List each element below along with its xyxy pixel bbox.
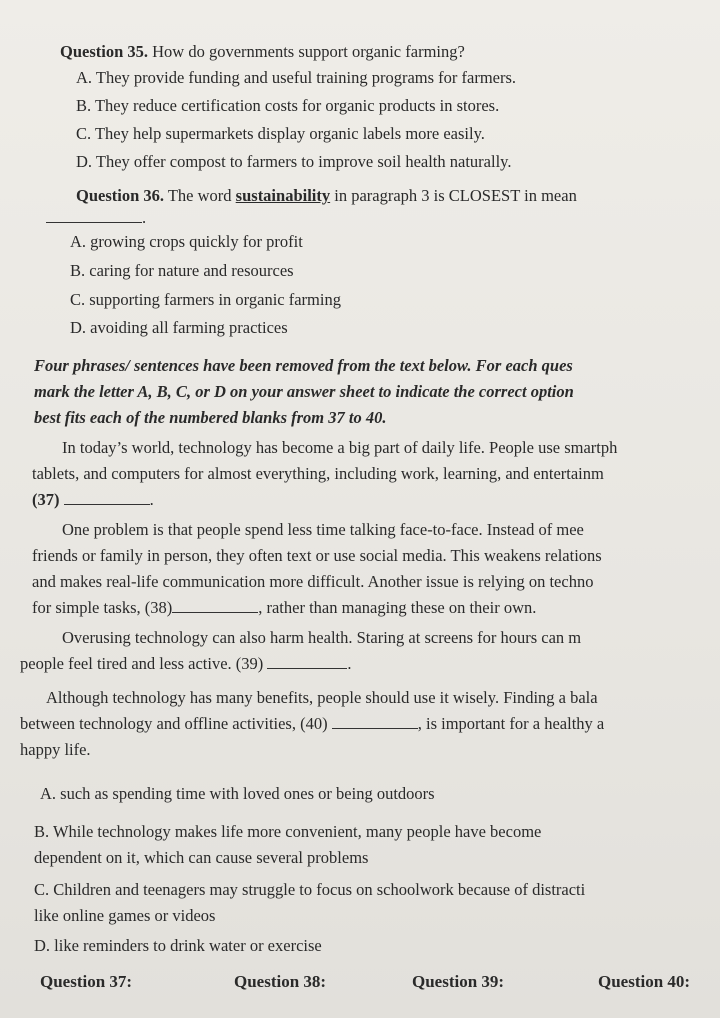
choice-a[interactable]: A. such as spending time with loved ones or being outdoors — [40, 784, 435, 803]
q36-stem-before: The word — [167, 186, 232, 205]
instructions-line-3: best fits each of the numbered blanks from 37 to 40. — [34, 408, 387, 427]
passage-p1-line-2: tablets, and computers for almost everything, including work, learning, and entertainm — [32, 464, 604, 483]
q36-stem-line — [76, 186, 577, 206]
choice-b-line-1[interactable]: B. While technology makes life more convenient, many people have become — [34, 822, 542, 841]
choice-b-line-2[interactable]: dependent on it, which can cause several problems — [34, 848, 369, 867]
q36-stem-after: in paragraph 3 is CLOSEST in mean — [334, 186, 577, 205]
blank-40[interactable] — [332, 714, 418, 729]
blank-37-label: (37) — [32, 490, 60, 509]
blank-40-label: between technology and offline activities, (40) — [20, 714, 328, 733]
passage-p2-line-2: friends or family in person, they often text or use social media. This weakens relations — [32, 546, 602, 565]
passage-p2-line-4-end: , rather than managing these on their own. — [258, 598, 537, 617]
passage-p3-line-1: Overusing technology can also harm health. Staring at screens for hours can m — [62, 628, 582, 647]
q36-blank-line — [46, 208, 146, 228]
passage-p2-line-3: and makes real-life communication more difficult. Another issue is relying on techno — [32, 572, 594, 591]
blank-38-label: for simple tasks, (38) — [32, 598, 173, 617]
q35-number: Question 35. — [60, 42, 149, 61]
passage-p1-line-3: (37) . — [32, 490, 154, 509]
q35-option-d[interactable]: D. They offer compost to farmers to improve soil health naturally. — [76, 152, 512, 171]
q36-number: Question 36. — [76, 186, 165, 205]
choice-d[interactable]: D. like reminders to drink water or exercise — [34, 936, 322, 955]
q36-blank — [46, 208, 142, 223]
passage-p4-line-1: Although technology has many benefits, people should use it wisely. Finding a bala — [46, 688, 598, 707]
blank-37[interactable] — [64, 490, 150, 505]
q35-stem: How do governments support organic farming? — [152, 42, 465, 61]
instructions-line-2: mark the letter A, B, C, or D on your answer sheet to indicate the correct option — [34, 382, 574, 401]
passage-p2-line-4 — [32, 598, 536, 618]
q36-keyword: sustainability — [235, 186, 331, 205]
passage-p2-line-1: One problem is that people spend less time talking face-to-face. Instead of mee — [62, 520, 584, 539]
instructions-line-1: Four phrases/ sentences have been removed from the text below. For each ques — [34, 356, 573, 375]
choice-c-line-1[interactable]: C. Children and teenagers may struggle to focus on schoolwork because of distracti — [34, 880, 586, 899]
passage-p1-line-1: In today’s world, technology has become a big part of daily life. People use smartph — [62, 438, 618, 457]
passage-p3-line-2: people feel tired and less active. (39) . — [20, 654, 352, 673]
blank-38[interactable] — [172, 598, 258, 613]
q35-option-b[interactable]: B. They reduce certification costs for organic products in stores. — [76, 96, 500, 115]
passage-p4-line-2 — [20, 714, 604, 734]
blank-39[interactable] — [267, 654, 347, 669]
q36-option-d[interactable]: D. avoiding all farming practices — [70, 318, 288, 337]
answer-label-39: Question 39: — [412, 972, 505, 991]
choice-c-line-2[interactable]: like online games or videos — [34, 906, 216, 925]
answer-label-38: Question 38: — [234, 972, 327, 991]
blank-39-label: people feel tired and less active. (39) — [20, 654, 264, 673]
passage-p4-line-3: happy life. — [20, 740, 91, 759]
answer-label-40: Question 40: — [598, 972, 691, 991]
q36-stem-end: . — [142, 208, 147, 227]
q36-option-c[interactable]: C. supporting farmers in organic farming — [70, 290, 341, 309]
q35-stem-line — [60, 42, 465, 62]
answer-label-37: Question 37: — [40, 972, 133, 991]
q36-option-a[interactable]: A. growing crops quickly for profit — [70, 232, 303, 251]
q35-option-a[interactable]: A. They provide funding and useful training programs for farmers. — [76, 68, 517, 87]
q36-option-b[interactable]: B. caring for nature and resources — [70, 261, 294, 280]
passage-p4-line-2-end: , is important for a healthy a — [417, 714, 605, 733]
q35-option-c[interactable]: C. They help supermarkets display organic labels more easily. — [76, 124, 485, 143]
